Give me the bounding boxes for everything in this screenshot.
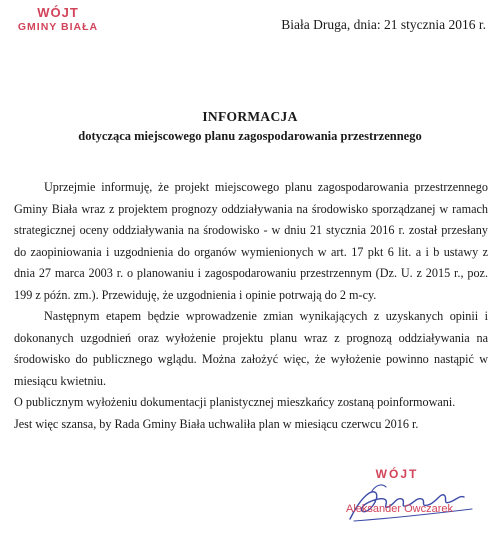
paragraph-2: Następnym etapem będzie wprowadzenie zmian wynikających z uzyskanych opinii i dokonanych uzgodnień oraz wyłożenie projektu planu wraz z prognozą oddziaływania na środowisko do publicznego wglądu. Można założyć więc, że wyłożenie powinno nastąpić w miesiącu kwietniu.	[14, 309, 488, 388]
paragraph-4: Jest więc szansa, by Rada Gminy Biała uchwaliła plan w miesiącu czerwcu 2016 r.	[14, 416, 419, 431]
paragraph-1: Uprzejmie informuję, że projekt miejscowego planu zagospodarowania przestrzennego Gminy Biała wraz z projektem prognozy oddziaływania na środowisko sporządzanej w ramach strategicznej oceny oddziaływania na środowisko - w dniu 21 stycznia 2016 r. został przesłany do zaopiniowania i uzgodnienia do organów wymienionych w art. 17 pkt 6 lit. a i b ustawy z dnia 27 marca 2003 r. o planowaniu i zagospodarowaniu przestrzennym (Dz. U. z 2015 r., poz. 199 z późn. zm.). Przewiduję, że uzgodnienia i opinie potrwają do 2 m-cy.	[14, 180, 488, 302]
document-subtitle: dotycząca miejscowego planu zagospodarowania przestrzennego	[78, 129, 422, 143]
signatory-name: Aleksander Owczarek	[346, 503, 453, 515]
stamp-line-2: GMINY BIAŁA	[17, 20, 99, 33]
place-date: Biała Druga, dnia: 21 stycznia 2016 r.	[281, 17, 486, 32]
stamp-line-1: WÓJT	[37, 5, 79, 20]
document-heading	[0, 109, 500, 144]
paragraph-3: O publicznym wyłożeniu dokumentacji planistycznej mieszkańcy zostaną poinformowani.	[14, 395, 456, 409]
signature-block	[320, 467, 495, 527]
office-stamp	[8, 6, 108, 33]
document-title: INFORMACJA	[202, 109, 298, 124]
document-body	[14, 177, 488, 435]
signature-stamp-title: WÓJT	[375, 467, 419, 481]
